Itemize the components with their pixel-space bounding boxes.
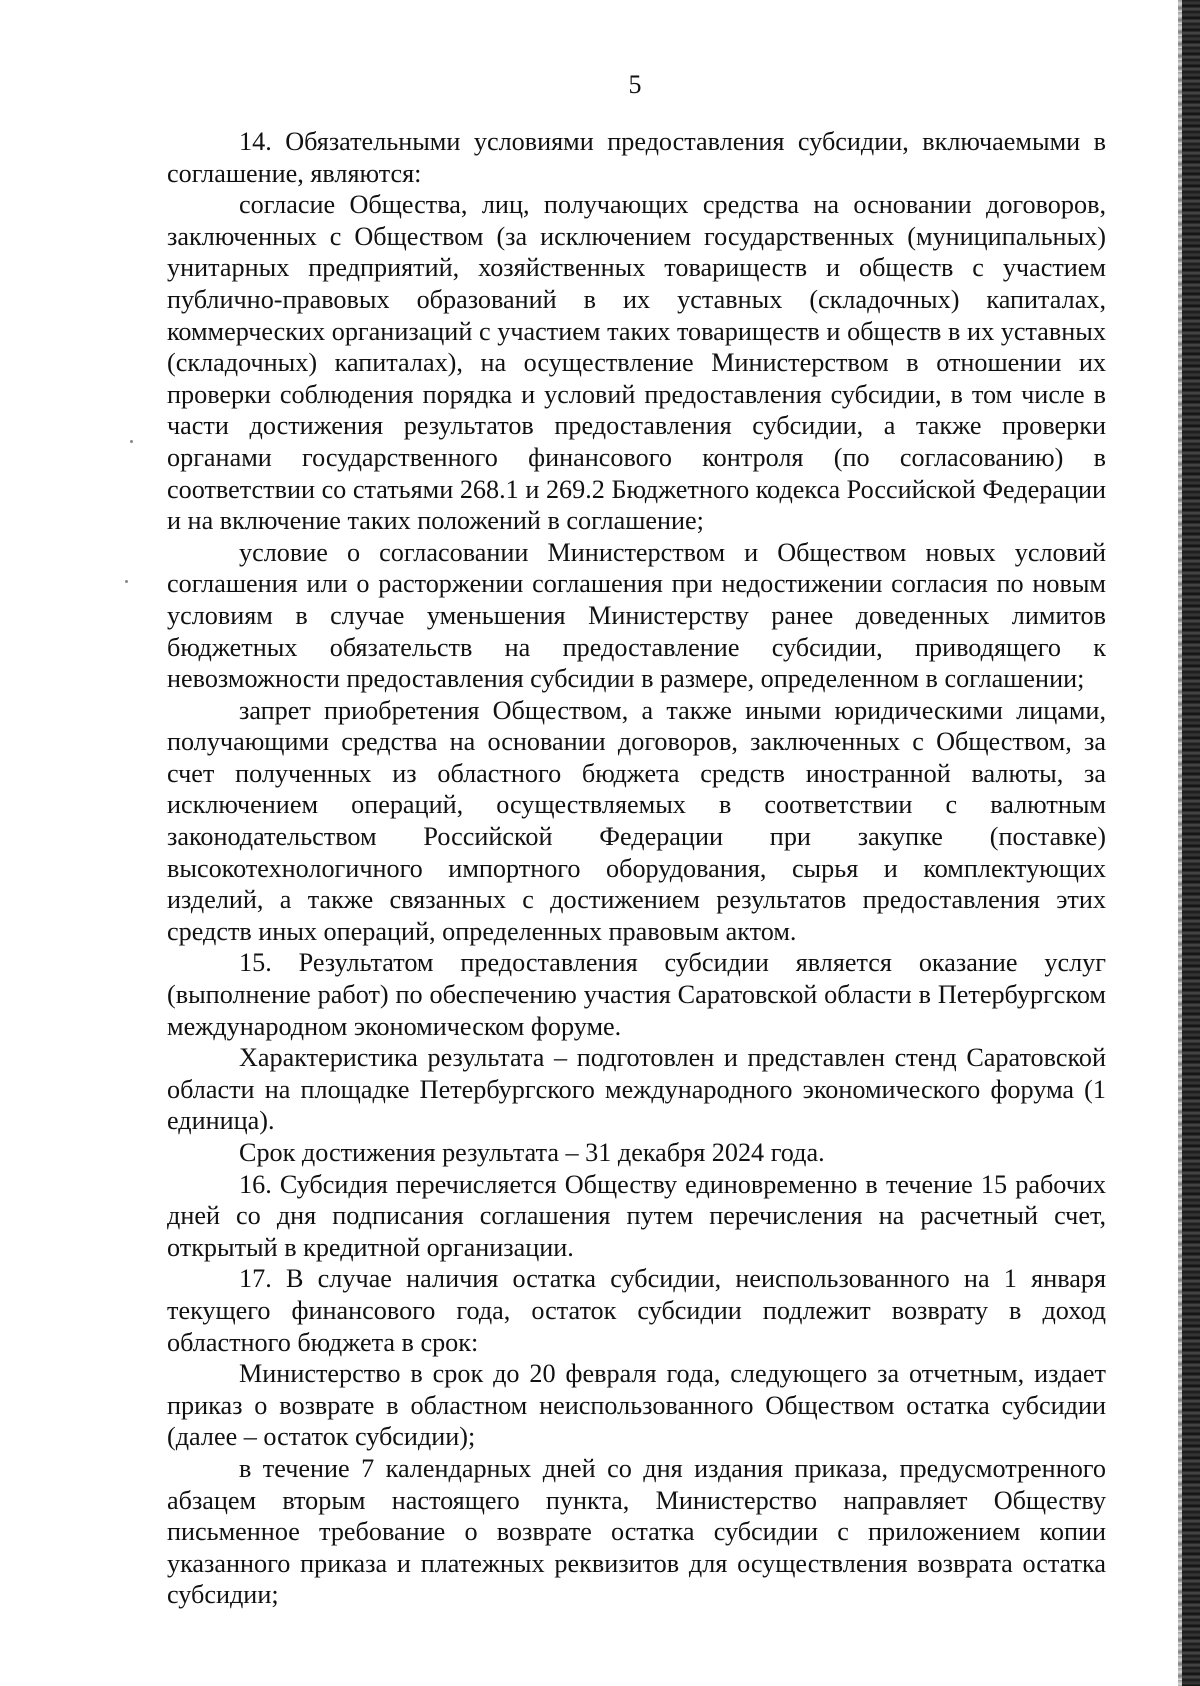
paragraph-consent: согласие Общества, лиц, получающих средства на основании договоров, заключенных с Обществом (за исключением государственных (муниципальных) унитарных предприятий, хозяйственных товариществ и обществ с участием публично-правовых образований в их уставных (складочных) капиталах, коммерческих организаций с участием таких товариществ и обществ в их уставных (складочных) капиталах), на осуществление Министерством в отношении их проверки соблюдения порядка и условий предоставления субсидии, в том числе в части достижения результатов предоставления субсидии, а также проверки органами государственного финансового контроля (по согласованию) в соответствии со статьями 268.1 и 269.2 Бюджетного кодекса Российской Федерации и на включение таких положений в соглашение; bbox=[167, 190, 1106, 536]
scan-speck bbox=[130, 440, 133, 443]
paragraph-16-transfer: 16. Субсидия перечисляется Обществу единовременно в течение 15 рабочих дней со дня подписания соглашения путем перечисления на расчетный счет, открытый в кредитной организации. bbox=[167, 1169, 1106, 1262]
paragraph-17-balance: 17. В случае наличия остатка субсидии, неиспользованного на 1 января текущего финансового года, остаток субсидии подлежит возврату в доход областного бюджета в срок: bbox=[167, 1264, 1106, 1357]
paragraph-ministry-order: Министерство в срок до 20 февраля года, следующего за отчетным, издает приказ о возврате в областном неиспользованного Обществом остатка субсидии (далее – остаток субсидии); bbox=[167, 1359, 1106, 1452]
paragraph-14-intro: 14. Обязательными условиями предоставления субсидии, включаемыми в соглашение, являются: bbox=[167, 127, 1106, 188]
paragraph-15-result: 15. Результатом предоставления субсидии является оказание услуг (выполнение работ) по обеспечению участия Саратовской области в Петербургском международном экономическом форуме. bbox=[167, 948, 1106, 1041]
scan-edge bbox=[1182, 0, 1200, 1686]
paragraph-agreement-condition: условие о согласовании Министерством и Обществом новых условий соглашения или о расторжении соглашения при недостижении согласия по новым условиям в случае уменьшения Министерству ранее доведенных лимитов бюджетных обязательств на предоставление субсидии, приводящего к невозможности предоставления субсидии в размере, определенном в соглашении; bbox=[167, 537, 1106, 694]
paragraph-result-deadline: Срок достижения результата – 31 декабря 2024 года. bbox=[239, 1138, 825, 1167]
paragraph-result-characteristic: Характеристика результата – подготовлен и представлен стенд Саратовской области на площадке Петербургского международного экономического форума (1 единица). bbox=[167, 1043, 1106, 1136]
paragraph-return-demand: в течение 7 календарных дней со дня издания приказа, предусмотренного абзацем вторым настоящего пункта, Министерство направляет Обществу письменное требование о возврате остатка субсидии с приложением копии указанного приказа и платежных реквизитов для осуществления возврата остатка субсидии; bbox=[167, 1453, 1106, 1610]
document-body bbox=[167, 126, 1106, 1611]
page-number: 5 bbox=[628, 70, 642, 99]
paragraph-currency-ban: запрет приобретения Обществом, а также иными юридическими лицами, получающими средства на основании договоров, заключенных с Обществом, за счет полученных из областного бюджета средств иностранной валюты, за исключением операций, осуществляемых в соответствии с валютным законодательством Российской Федерации при закупке (поставке) высокотехнологичного импортного оборудования, сырья и комплектующих изделий, а также связанных с достижением результатов предоставления этих средств иных операций, определенных правовым актом. bbox=[167, 695, 1106, 946]
scan-speck bbox=[125, 580, 128, 583]
